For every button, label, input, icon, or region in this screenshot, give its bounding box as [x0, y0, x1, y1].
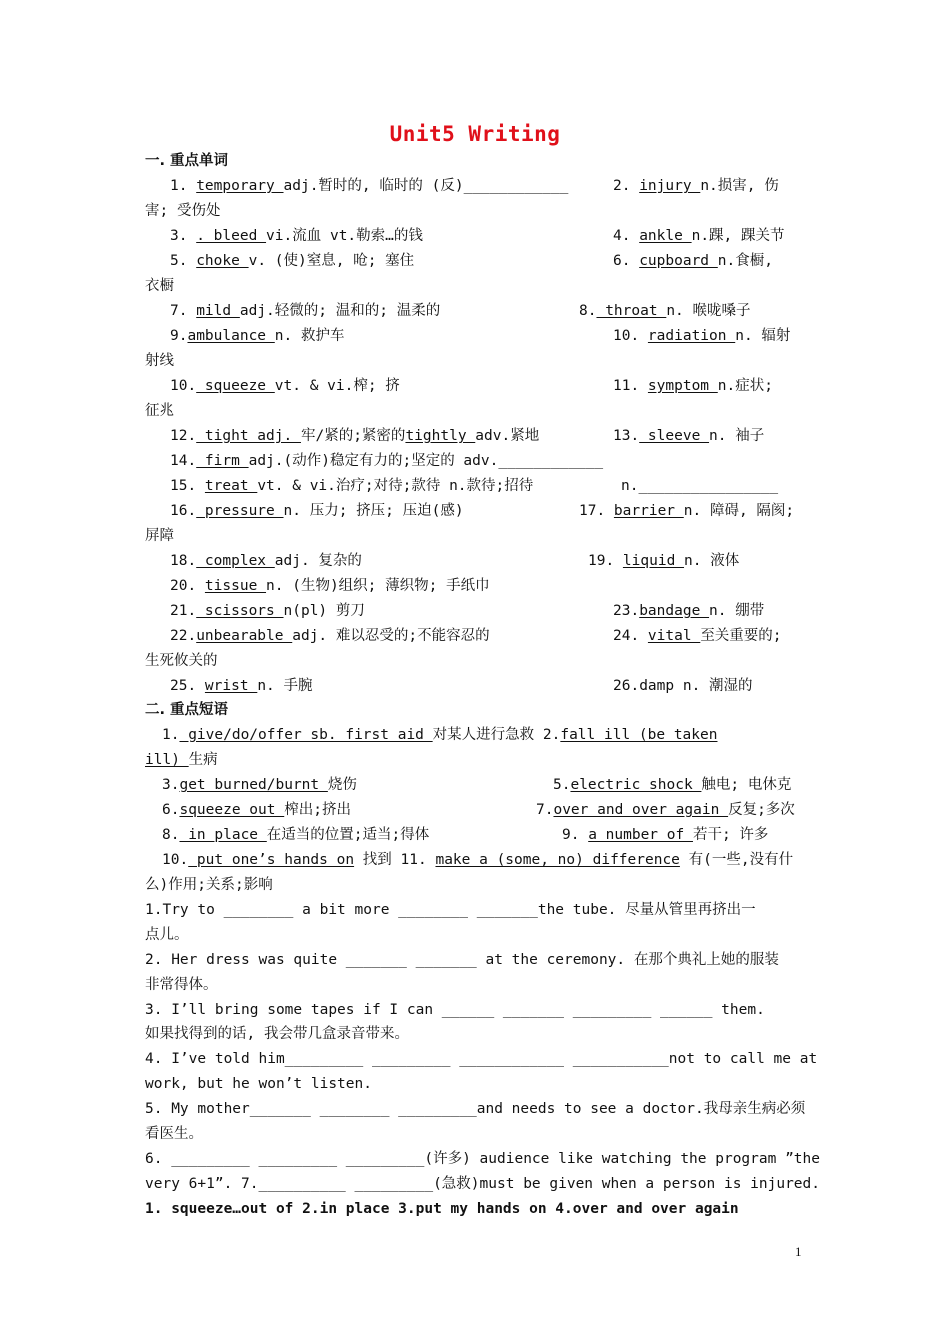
phrase-item-3: 3.get burned/burnt 烧伤: [162, 777, 357, 793]
word-item-17: 16. pressure n. 压力; 挤压; 压迫(感): [170, 503, 464, 519]
word-item-12-cont: 征兆: [145, 403, 174, 419]
phrase-item-10-11: 10. put one’s hands on 找到 11. make a (some, no) difference 有(一些,没有什: [162, 852, 794, 868]
word-item-19: 18. complex adj. 复杂的: [170, 553, 362, 569]
page-title: Unit5 Writing: [389, 122, 561, 146]
phrase-item-9: 9. a number of 若干; 许多: [562, 827, 769, 843]
exercise-3: 3. I’ll bring some tapes if I can ______ _______ _________ ______ them.: [145, 1002, 765, 1018]
word-item-7: 7. mild adj.轻微的; 温和的; 温柔的: [170, 303, 441, 319]
word-item-27: 26.damp n. 潮湿的: [613, 678, 753, 694]
phrase-item-11-cont: 么)作用;关系;影响: [145, 877, 273, 893]
word-item-22: 21. scissors n(pl) 剪刀: [170, 603, 365, 619]
word-item-3: 3. . bleed vi.流血 vt.勒索…的钱: [170, 228, 423, 244]
phrase-item-8: 8. in place 在适当的位置;适当;得体: [162, 827, 430, 843]
word-item-13: 12. tight adj. 牢/紧的;紧密的tightly adv.紧地: [170, 428, 540, 444]
word-item-9: 9.ambulance n. 救护车: [170, 328, 345, 344]
word-item-11: 10. squeeze vt. & vi.榨; 挤: [170, 378, 400, 394]
word-item-8: 8. throat n. 喉咙嗓子: [579, 303, 751, 319]
word-item-2-cont: 害; 受伤处: [145, 203, 221, 219]
word-item-5: 5. choke v. (使)窒息, 呛; 塞住: [170, 253, 415, 269]
word-item-2: 2. injury n.损害, 伤: [613, 178, 779, 194]
word-item-21: 20. tissue n. (生物)组织; 薄织物; 手纸巾: [170, 578, 490, 594]
exercise-4-cont: work, but he won’t listen.: [145, 1076, 372, 1092]
phrase-item-2-cont: ill) 生病: [145, 752, 218, 768]
word-item-25-cont: 生死攸关的: [145, 653, 218, 669]
answer-key: 1. squeeze…out of 2.in place 3.put my hands on 4.over and over again: [145, 1201, 739, 1217]
exercise-6-7-cont: very 6+1”. 7.__________ _________(急救)must be given when a person is injured.: [145, 1176, 821, 1192]
word-item-12: 11. symptom n.症状;: [613, 378, 773, 394]
word-item-14: 13. sleeve n. 袖子: [613, 428, 765, 444]
phrase-item-5: 5.electric shock 触电; 电休克: [553, 777, 792, 793]
word-item-15: 14. firm adj.(动作)稳定有力的;坚定的 adv.____________: [170, 453, 604, 469]
section-heading-phrases: 二. 重点短语: [145, 702, 229, 718]
page-number: 1: [795, 1244, 802, 1259]
word-item-16: 15. treat vt. & vi.治疗;对待;款待 n.款待;招待: [170, 478, 534, 494]
word-item-23: 23.bandage n. 绷带: [613, 603, 765, 619]
word-item-16-noun: n.________________: [621, 478, 779, 494]
exercise-5: 5. My mother_______ ________ _________and needs to see a doctor.我母亲生病必须: [145, 1101, 806, 1117]
exercise-3-cont: 如果找得到的话, 我会带几盒录音带来。: [145, 1026, 409, 1042]
word-item-6-cont: 衣橱: [145, 278, 174, 294]
word-item-25: 24. vital 至关重要的;: [613, 628, 782, 644]
word-item-20: 19. liquid n. 液体: [588, 553, 740, 569]
exercise-2-cont: 非常得体。: [145, 977, 218, 993]
word-item-4: 4. ankle n.踝, 踝关节: [613, 228, 785, 244]
phrase-item-6: 6.squeeze out 榨出;挤出: [162, 802, 351, 818]
word-item-6: 6. cupboard n.食橱,: [613, 253, 773, 269]
word-item-10-cont: 射线: [145, 353, 174, 369]
exercise-5-cont: 看医生。: [145, 1126, 203, 1142]
exercise-4: 4. I’ve told him_________ _________ ____________ ___________not to call me at: [145, 1051, 818, 1067]
word-item-10: 10. radiation n. 辐射: [613, 328, 791, 344]
word-item-18-cont: 屏障: [145, 528, 174, 544]
exercise-6: 6. _________ _________ _________(许多) audience like watching the program ”the: [145, 1151, 821, 1167]
exercise-1: 1.Try to ________ a bit more ________ _______the tube. 尽量从管里再挤出一: [145, 902, 756, 918]
section-heading-words: 一. 重点单词: [145, 153, 229, 169]
exercise-2: 2. Her dress was quite _______ _______ at the ceremony. 在那个典礼上她的服装: [145, 952, 779, 968]
word-item-1: 1. temporary adj.暂时的, 临时的 (反)____________: [170, 178, 569, 194]
phrase-item-1: 1. give/do/offer sb. first aid 对某人进行急救 2.fall ill (be taken: [162, 727, 718, 743]
word-item-26: 25. wrist n. 手腕: [170, 678, 313, 694]
phrase-item-7: 7.over and over again 反复;多次: [536, 802, 795, 818]
word-item-18: 17. barrier n. 障碍, 隔阂;: [579, 503, 795, 519]
exercise-1-cont: 点儿。: [145, 927, 189, 943]
word-item-24: 22.unbearable adj. 难以忍受的;不能容忍的: [170, 628, 490, 644]
